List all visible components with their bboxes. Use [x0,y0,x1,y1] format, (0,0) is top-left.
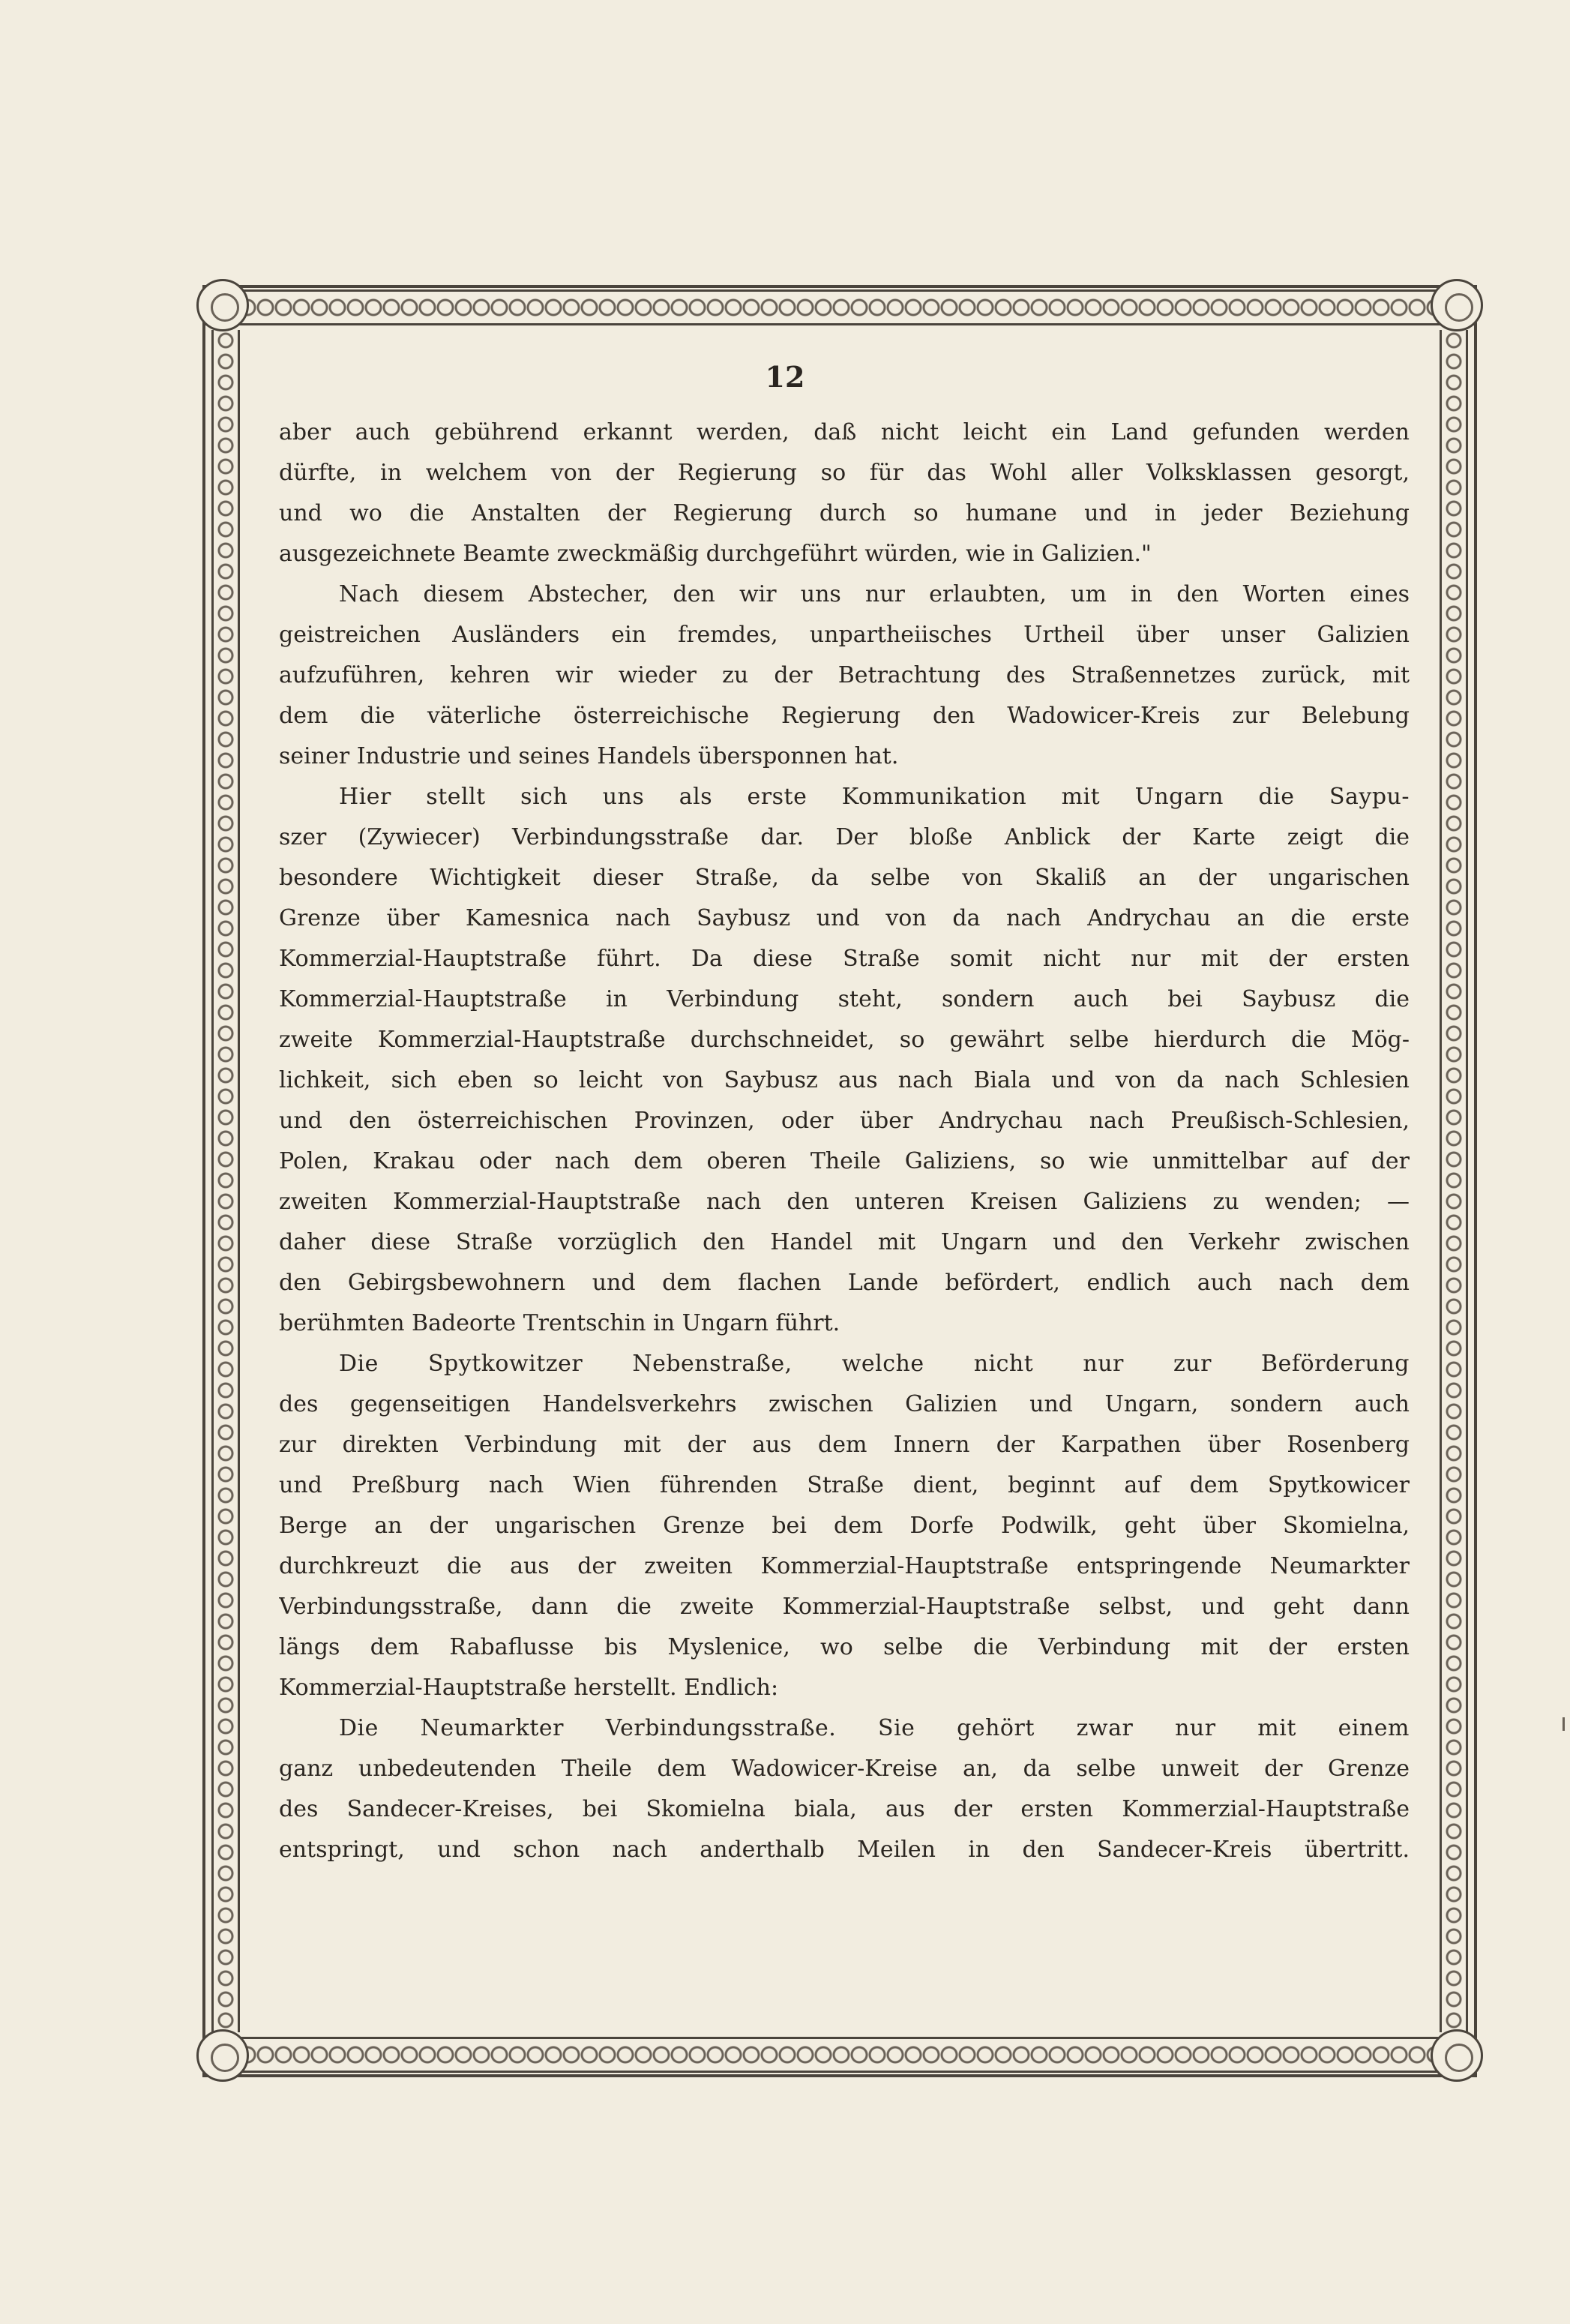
text-line: und wo die Anstalten der Regierung durch so humane und in jeder Beziehung [279,500,1410,526]
page-number: 12 [765,360,805,394]
text-line: Polen, Krakau oder nach dem oberen Theile Galiziens, so wie unmittelbar auf der [279,1148,1410,1174]
corner-ornament-top-left [196,279,249,331]
text-line: Kommerzial-Hauptstraße in Verbindung steht, sondern auch bei Saybusz die [279,986,1410,1012]
text-line: seiner Industrie und seines Handels übersponnen hat. [279,743,899,769]
text-line: berühmten Badeorte Trentschin in Ungarn führt. [279,1310,840,1336]
text-line: ganz unbedeutenden Theile dem Wadowicer-Kreise an, da selbe unweit der Grenze [279,1756,1410,1782]
text-line: daher diese Straße vorzüglich den Handel mit Ungarn und den Verkehr zwischen [279,1229,1410,1255]
text-line: dürfte, in welchem von der Regierung so für das Wohl aller Volksklassen gesorgt, [279,460,1410,486]
corner-ornament-bottom-right [1431,2029,1483,2082]
text-line: Nach diesem Abstecher, den wir uns nur erlaubten, um in den Worten eines [339,581,1410,607]
text-line: aber auch gebührend erkannt werden, daß nicht leicht ein Land gefunden werden [279,419,1410,445]
ornamental-border-top [202,285,1477,330]
text-line: des Sandecer-Kreises, bei Skomielna biala, aus der ersten Kommerzial-Hauptstraße [279,1796,1410,1822]
text-line: besondere Wichtigkeit dieser Straße, da selbe von Skaliß an der ungarischen [279,865,1410,891]
text-line: Die Spytkowitzer Nebenstraße, welche nicht nur zur Beförderung [339,1351,1410,1377]
text-line: des gegenseitigen Handelsverkehrs zwischen Galizien und Ungarn, sondern auch [279,1391,1410,1417]
text-line: Grenze über Kamesnica nach Saybusz und von da nach Andrychau an die erste [279,905,1410,931]
margin-mark [1563,1717,1565,1731]
text-line: längs dem Rabaflusse bis Myslenice, wo selbe die Verbindung mit der ersten [279,1634,1410,1660]
text-line: lichkeit, sich eben so leicht von Saybusz aus nach Biala und von da nach Schlesien [279,1067,1410,1093]
text-line: zur direkten Verbindung mit der aus dem Innern der Karpathen über Rosenberg [279,1432,1410,1458]
text-line: durchkreuzt die aus der zweiten Kommerzial-Hauptstraße entspringende Neumarkter [279,1553,1410,1579]
ornamental-border-bottom [202,2032,1477,2077]
text-line: geistreichen Ausländers ein fremdes, unpartheiisches Urtheil über unser Galizien [279,622,1410,648]
text-line: Kommerzial-Hauptstraße führt. Da diese Straße somit nicht nur mit der ersten [279,946,1410,972]
text-line: szer (Zywiecer) Verbindungsstraße dar. Der bloße Anblick der Karte zeigt die [279,824,1410,850]
text-line: und den österreichischen Provinzen, oder über Andrychau nach Preußisch-Schlesien, [279,1108,1410,1134]
corner-ornament-bottom-left [196,2029,249,2082]
text-line: zweite Kommerzial-Hauptstraße durchschneidet, so gewährt selbe hierdurch die Mög- [279,1027,1410,1053]
corner-ornament-top-right [1431,279,1483,331]
ornamental-border-right [1437,330,1471,2032]
text-line: Verbindungsstraße, dann die zweite Kommerzial-Hauptstraße selbst, und geht dann [279,1594,1410,1620]
text-line: und Preßburg nach Wien führenden Straße dient, beginnt auf dem Spytkowicer [279,1472,1410,1498]
text-line: Die Neumarkter Verbindungsstraße. Sie gehört zwar nur mit einem [339,1715,1410,1741]
text-line: den Gebirgsbewohnern und dem flachen Lande befördert, endlich auch nach dem [279,1270,1410,1296]
text-line: dem die väterliche österreichische Regierung den Wadowicer-Kreis zur Belebung [279,703,1410,729]
text-line: Hier stellt sich uns als erste Kommunikation mit Ungarn die Saypu- [339,784,1410,810]
body-text [279,412,1410,1870]
text-line: entspringt, und schon nach anderthalb Meilen in den Sandecer-Kreis übertritt. [279,1837,1410,1863]
text-line: zweiten Kommerzial-Hauptstraße nach den unteren Kreisen Galiziens zu wenden; — [279,1189,1410,1215]
text-line: aufzuführen, kehren wir wieder zu der Betrachtung des Straßennetzes zurück, mit [279,662,1410,688]
text-line: Berge an der ungarischen Grenze bei dem Dorfe Podwilk, geht über Skomielna, [279,1513,1410,1539]
text-line: Kommerzial-Hauptstraße herstellt. Endlich: [279,1675,779,1701]
ornamental-border-left [208,330,243,2032]
text-line: ausgezeichnete Beamte zweckmäßig durchgeführt würden, wie in Galizien." [279,541,1152,567]
